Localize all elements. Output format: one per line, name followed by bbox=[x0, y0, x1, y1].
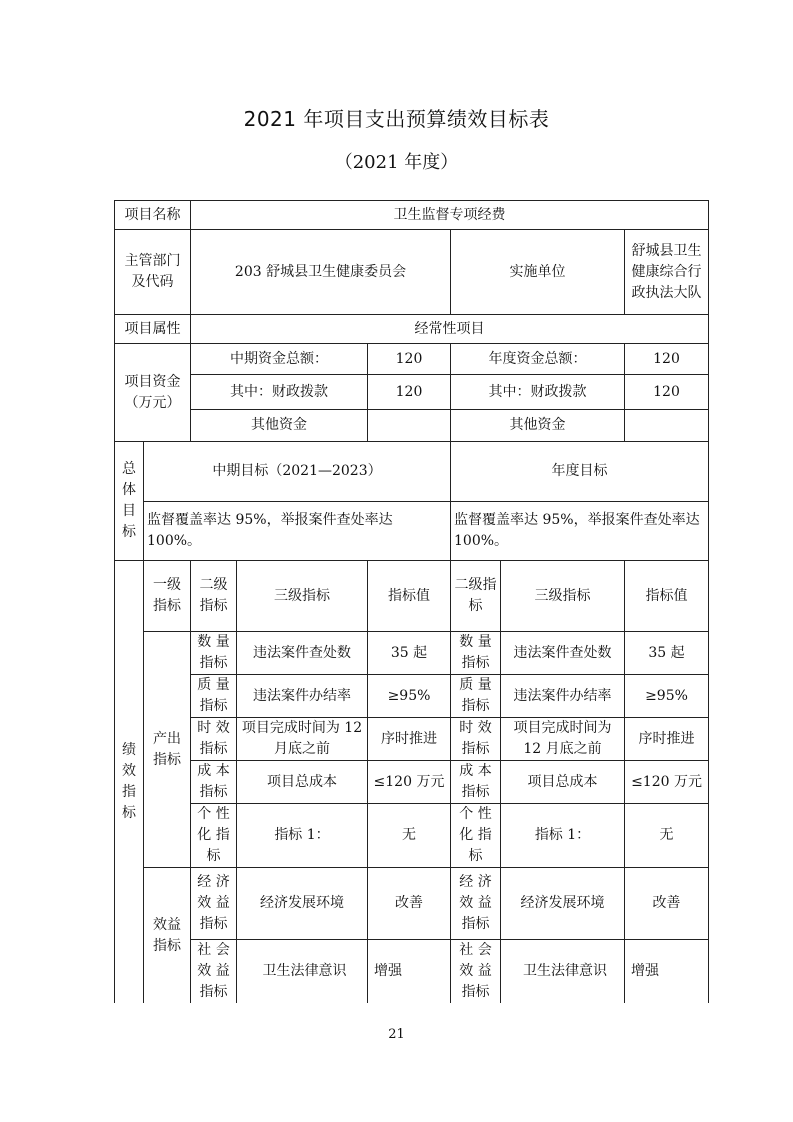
midterm-goal-header: 中期目标（2021—2023） bbox=[144, 442, 451, 502]
indicator-value-annual: ≤120 万元 bbox=[625, 761, 709, 804]
indicator-level3-annual: 项目总成本 bbox=[501, 761, 625, 804]
indicator-value-annual: ≥95% bbox=[625, 675, 709, 718]
indicator-level2: 社 会 效 益 指标 bbox=[191, 940, 237, 1004]
indicator-value: 35 起 bbox=[368, 632, 451, 675]
indicator-level3: 项目完成时间为 12 月底之前 bbox=[237, 718, 368, 761]
indicator-level2: 个 性 化 指 标 bbox=[191, 804, 237, 868]
indicator-level3-annual: 经济发展环境 bbox=[501, 868, 625, 940]
indicator-level3: 指标 1： bbox=[237, 804, 368, 868]
indicator-value: ≤120 万元 bbox=[368, 761, 451, 804]
midterm-other-value bbox=[368, 410, 451, 442]
indicator-level3: 经济发展环境 bbox=[237, 868, 368, 940]
annual-other-label: 其他资金 bbox=[451, 410, 625, 442]
indicator-level2-annual: 经 济 效 益 指标 bbox=[451, 868, 501, 940]
col-value-header-annual: 指标值 bbox=[625, 561, 709, 632]
impl-unit-value: 舒城县卫生健康综合行政执法大队 bbox=[625, 230, 709, 315]
indicator-value-annual: 改善 bbox=[625, 868, 709, 940]
indicator-level3: 违法案件办结率 bbox=[237, 675, 368, 718]
indicator-value: ≥95% bbox=[368, 675, 451, 718]
indicator-value: 改善 bbox=[368, 868, 451, 940]
benefit-indicator-label: 效益指标 bbox=[144, 868, 191, 1004]
indicator-level3-annual: 项目完成时间为 12 月底之前 bbox=[501, 718, 625, 761]
document-subtitle: （2021 年度） bbox=[334, 152, 459, 173]
indicator-level3-annual: 卫生法律意识 bbox=[501, 940, 625, 1004]
impl-unit-label: 实施单位 bbox=[451, 230, 625, 315]
col-level1-header: 一级指标 bbox=[144, 561, 191, 632]
indicator-level3: 卫生法律意识 bbox=[237, 940, 368, 1004]
annual-fiscal-value: 120 bbox=[625, 375, 709, 410]
indicator-level2: 经 济 效 益 指标 bbox=[191, 868, 237, 940]
indicator-level2-annual: 时 效 指标 bbox=[451, 718, 501, 761]
dept-label: 主管部门及代码 bbox=[115, 230, 191, 315]
project-attr-value: 经常性项目 bbox=[191, 315, 709, 344]
midterm-total-value: 120 bbox=[368, 344, 451, 375]
document-title: 2021 年项目支出预算绩效目标表 bbox=[243, 107, 550, 131]
indicator-value-annual: 增强 bbox=[625, 940, 709, 1004]
annual-other-value bbox=[625, 410, 709, 442]
annual-goal-header: 年度目标 bbox=[451, 442, 709, 502]
col-level2-header-annual: 二级指标 bbox=[451, 561, 501, 632]
indicator-level2-annual: 质 量 指标 bbox=[451, 675, 501, 718]
overall-goal-label: 总体目标 bbox=[115, 442, 144, 561]
indicator-value: 增强 bbox=[368, 940, 451, 1004]
indicator-level2: 数 量 指标 bbox=[191, 632, 237, 675]
indicator-level2-annual: 社 会 效 益 指标 bbox=[451, 940, 501, 1004]
indicator-level2-annual: 成 本 指标 bbox=[451, 761, 501, 804]
midterm-fiscal-value: 120 bbox=[368, 375, 451, 410]
col-level3-header-annual: 三级指标 bbox=[501, 561, 625, 632]
indicator-level3-annual: 违法案件办结率 bbox=[501, 675, 625, 718]
midterm-other-label: 其他资金 bbox=[191, 410, 368, 442]
project-name-label: 项目名称 bbox=[115, 201, 191, 230]
indicator-level3-annual: 指标 1： bbox=[501, 804, 625, 868]
midterm-total-label: 中期资金总额： bbox=[191, 344, 368, 375]
indicator-value: 无 bbox=[368, 804, 451, 868]
indicator-level3: 项目总成本 bbox=[237, 761, 368, 804]
indicator-level2-annual: 个 性 化 指 标 bbox=[451, 804, 501, 868]
indicator-level2: 成 本 指标 bbox=[191, 761, 237, 804]
indicator-value-annual: 无 bbox=[625, 804, 709, 868]
performance-indicator-label: 绩效指标 bbox=[115, 561, 144, 1004]
indicator-value-annual: 35 起 bbox=[625, 632, 709, 675]
project-funds-label: 项目资金（万元） bbox=[115, 344, 191, 442]
col-level3-header: 三级指标 bbox=[237, 561, 368, 632]
output-indicator-label: 产出指标 bbox=[144, 632, 191, 868]
midterm-goal-text: 监督覆盖率达 95%，举报案件查处率达 100%。 bbox=[144, 502, 451, 561]
project-attr-label: 项目属性 bbox=[115, 315, 191, 344]
dept-value: 203 舒城县卫生健康委员会 bbox=[191, 230, 451, 315]
col-value-header: 指标值 bbox=[368, 561, 451, 632]
annual-goal-text: 监督覆盖率达 95%，举报案件查处率达 100%。 bbox=[451, 502, 709, 561]
midterm-fiscal-label: 其中：财政拨款 bbox=[191, 375, 368, 410]
annual-fiscal-label: 其中：财政拨款 bbox=[451, 375, 625, 410]
indicator-level3: 违法案件查处数 bbox=[237, 632, 368, 675]
indicator-level2-annual: 数 量 指标 bbox=[451, 632, 501, 675]
annual-total-label: 年度资金总额： bbox=[451, 344, 625, 375]
budget-performance-table bbox=[114, 200, 709, 1003]
col-level2-header: 二级指标 bbox=[191, 561, 237, 632]
indicator-level3-annual: 违法案件查处数 bbox=[501, 632, 625, 675]
indicator-value: 序时推进 bbox=[368, 718, 451, 761]
indicator-level2: 时 效 指标 bbox=[191, 718, 237, 761]
annual-total-value: 120 bbox=[625, 344, 709, 375]
indicator-value-annual: 序时推进 bbox=[625, 718, 709, 761]
page-number: 21 bbox=[388, 1027, 405, 1042]
project-name-value: 卫生监督专项经费 bbox=[191, 201, 709, 230]
indicator-level2: 质 量 指标 bbox=[191, 675, 237, 718]
